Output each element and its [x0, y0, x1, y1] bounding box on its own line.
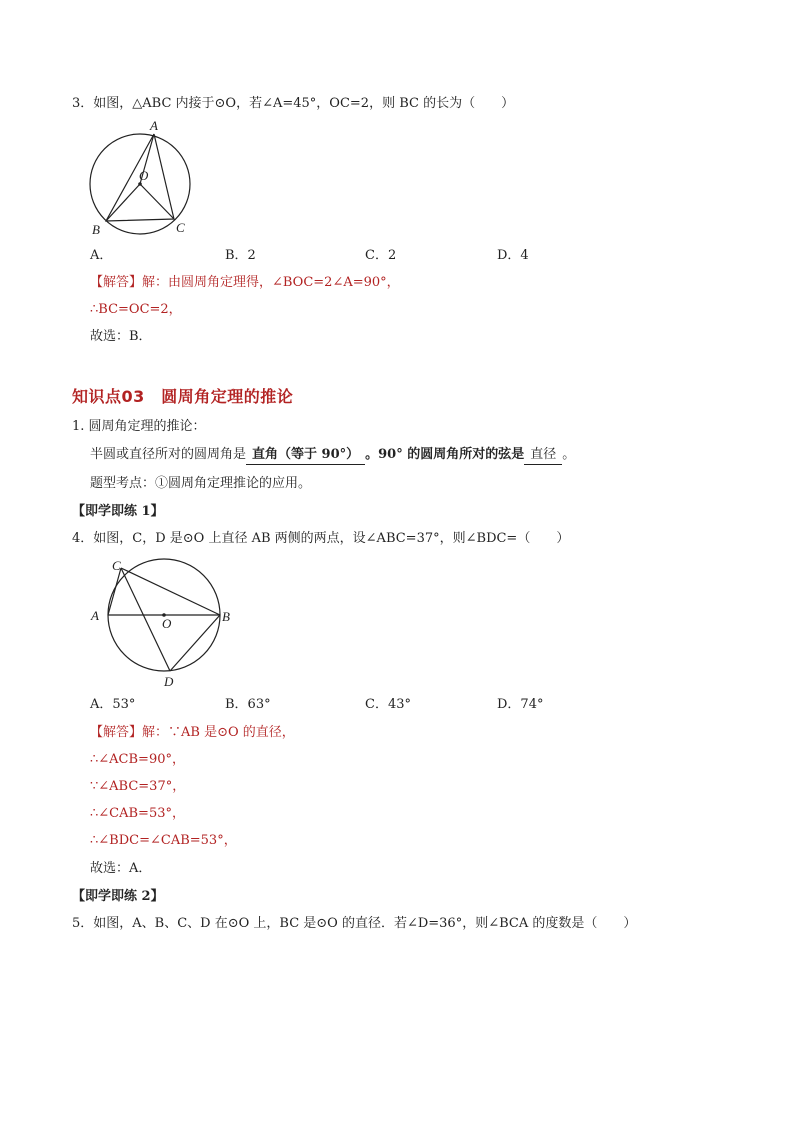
q3-answer-line-1: 【解答】解：由圆周角定理得，∠BOC=2∠A=90°， — [90, 275, 400, 290]
q4-option-a: A．53° — [90, 697, 136, 712]
q4-answer-line-5: ∴∠BDC=∠CAB=53°， — [90, 833, 237, 848]
rule-mid: 。90° 的圆周角所对的弦是 — [365, 447, 525, 462]
q4-answer-line-1: 【解答】解：∵AB 是⊙O 的直径， — [90, 725, 295, 740]
q3-choice: 故选：B． — [90, 329, 152, 344]
practice-2-tag: 【即学即练 2】 — [72, 889, 164, 904]
q3-label-A: A — [150, 118, 158, 133]
q4-label-A: A — [91, 608, 99, 623]
q3-answer-line-2: ∴BC=OC=2， — [90, 302, 182, 317]
rule-suffix: 。 — [562, 447, 576, 462]
section-rule — [90, 446, 575, 465]
q3-label-O: O — [139, 168, 149, 183]
section-item-title: 1. 圆周角定理的推论： — [72, 419, 206, 434]
rule-prefix: 半圆或直径所对的圆周角是 — [90, 447, 247, 462]
q3-label-C: C — [176, 220, 185, 235]
q4-label-B: B — [222, 609, 230, 624]
q3-option-a: A． — [90, 248, 113, 263]
q3-stem: 3．如图，△ABC 内接于⊙O，若∠A=45°，OC=2，则 BC 的长为（ ） — [72, 96, 515, 111]
q4-stem: 4．如图，C，D 是⊙O 上直径 AB 两侧的两点，设∠ABC=37°，则∠BDC=（ ） — [72, 531, 570, 546]
q4-option-b: B．63° — [225, 697, 271, 712]
q4-label-D: D — [164, 674, 174, 689]
q4-option-c: C．43° — [365, 697, 411, 712]
q4-label-C: C — [112, 558, 121, 573]
q3-option-c: C．2 — [365, 248, 397, 263]
q3-figure — [84, 118, 204, 243]
q3-label-B: B — [92, 222, 100, 237]
q4-label-O: O — [162, 616, 172, 631]
q4-choice: 故选：A． — [90, 861, 152, 876]
q4-figure — [86, 554, 246, 689]
q3-option-d: D．4 — [497, 248, 529, 263]
section-title: 知识点03 圆周角定理的推论 — [72, 387, 294, 406]
rule-blank-2: 直径 — [524, 446, 562, 465]
q4-answer-line-4: ∴∠CAB=53°， — [90, 806, 185, 821]
q4-option-d: D．74° — [497, 697, 544, 712]
section-exam-point: 题型考点：①圆周角定理推论的应用。 — [90, 476, 312, 491]
q4-answer-line-3: ∵∠ABC=37°， — [90, 779, 186, 794]
q5-stem: 5．如图，A、B、C、D 在⊙O 上，BC 是⊙O 的直径．若∠D=36°，则∠BCA 的度数是（ ） — [72, 916, 637, 931]
rule-blank-1: 直角（等于 90°） — [246, 446, 365, 465]
practice-1-tag: 【即学即练 1】 — [72, 504, 164, 519]
q4-answer-line-2: ∴∠ACB=90°， — [90, 752, 185, 767]
q3-option-b: B．2 — [225, 248, 256, 263]
